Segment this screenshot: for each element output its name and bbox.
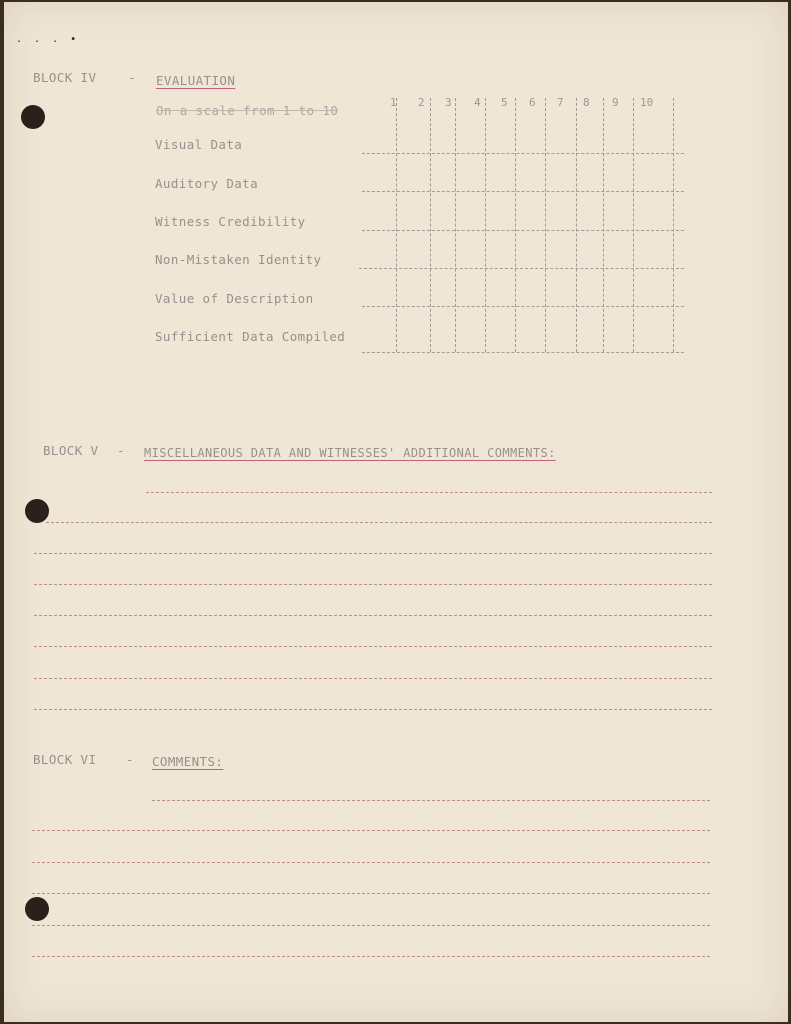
grid-column-divider [673, 98, 674, 352]
comment-line[interactable] [46, 522, 712, 523]
comment-line[interactable] [32, 862, 710, 863]
rating-cell[interactable] [547, 308, 574, 350]
scale-number: 9 [612, 96, 619, 109]
rating-cell[interactable] [605, 232, 631, 266]
scale-number: 4 [474, 96, 481, 109]
grid-row-line [362, 352, 684, 353]
comment-line[interactable] [34, 615, 712, 616]
rating-cell[interactable] [517, 120, 543, 151]
rating-cell[interactable] [487, 155, 513, 189]
rating-cell[interactable] [578, 270, 601, 304]
grid-row-line [362, 153, 684, 154]
grid-column-divider [633, 98, 634, 352]
block-v-label: BLOCK V [43, 443, 99, 458]
rating-cell[interactable] [398, 308, 428, 350]
block-iv-title: EVALUATION [156, 73, 236, 88]
rating-cell[interactable] [457, 232, 483, 266]
rating-cell[interactable] [487, 193, 513, 228]
rating-cell[interactable] [578, 308, 601, 350]
scale-number: 8 [583, 96, 590, 109]
criterion-label: Sufficient Data Compiled [155, 329, 346, 344]
grid-column-divider [455, 98, 456, 352]
rating-cell[interactable] [398, 155, 428, 189]
rating-cell[interactable] [547, 193, 574, 228]
scale-number: 7 [557, 96, 564, 109]
punch-hole-top [21, 105, 45, 129]
punch-hole-middle [25, 499, 49, 523]
rating-cell[interactable] [487, 232, 513, 266]
rating-cell[interactable] [605, 308, 631, 350]
rating-cell[interactable] [457, 120, 483, 151]
rating-cell[interactable] [517, 193, 543, 228]
rating-cell[interactable] [605, 270, 631, 304]
rating-cell[interactable] [547, 155, 574, 189]
scale-number: 10 [640, 96, 654, 109]
comment-line[interactable] [32, 893, 710, 894]
rating-cell[interactable] [547, 270, 574, 304]
scale-number: 6 [529, 96, 536, 109]
grid-row-line [362, 191, 684, 192]
rating-cell[interactable] [635, 270, 671, 304]
rating-cell[interactable] [578, 232, 601, 266]
rating-cell[interactable] [517, 155, 543, 189]
rating-cell[interactable] [432, 232, 453, 266]
scale-number: 3 [445, 96, 452, 109]
comment-line[interactable] [34, 553, 712, 554]
block-iv-label: BLOCK IV [33, 70, 97, 85]
rating-cell[interactable] [605, 120, 631, 151]
grid-column-divider [396, 98, 397, 352]
rating-cell[interactable] [547, 120, 574, 151]
rating-cell[interactable] [398, 120, 428, 151]
punch-hole-bottom [25, 897, 49, 921]
grid-row-line [359, 268, 684, 269]
rating-cell[interactable] [457, 193, 483, 228]
comment-line[interactable] [152, 800, 710, 801]
comment-line[interactable] [32, 830, 710, 831]
block-vi-dash: - [126, 752, 134, 767]
block-v-title: MISCELLANEOUS DATA AND WITNESSES' ADDITIONAL COMMENTS: [144, 446, 556, 460]
rating-cell[interactable] [457, 155, 483, 189]
grid-row-line [362, 230, 684, 231]
criterion-label: Witness Credibility [155, 214, 306, 229]
rating-cell[interactable] [605, 193, 631, 228]
rating-cell[interactable] [547, 232, 574, 266]
scale-number: 5 [501, 96, 508, 109]
block-iv-dash: - [128, 70, 136, 85]
grid-column-divider [576, 98, 577, 352]
grid-column-divider [430, 98, 431, 352]
form-page [4, 2, 788, 1022]
grid-column-divider [515, 98, 516, 352]
rating-cell[interactable] [635, 232, 671, 266]
comment-line[interactable] [34, 678, 712, 679]
rating-cell[interactable] [517, 270, 543, 304]
rating-cell[interactable] [635, 155, 671, 189]
comment-line[interactable] [34, 709, 712, 710]
rating-cell[interactable] [578, 193, 601, 228]
rating-cell[interactable] [432, 155, 453, 189]
comment-line[interactable] [34, 584, 712, 585]
scale-caption: On a scale from 1 to 10 [156, 103, 339, 118]
rating-cell[interactable] [432, 120, 453, 151]
block-vi-title: COMMENTS: [152, 754, 224, 769]
rating-cell[interactable] [517, 308, 543, 350]
comment-line[interactable] [32, 956, 710, 957]
rating-cell[interactable] [398, 193, 428, 228]
grid-column-divider [545, 98, 546, 352]
grid-column-divider [603, 98, 604, 352]
grid-row-line [362, 306, 684, 307]
rating-cell[interactable] [635, 120, 671, 151]
rating-cell[interactable] [398, 232, 428, 266]
comment-line[interactable] [32, 925, 710, 926]
rating-cell[interactable] [398, 270, 428, 304]
comment-line[interactable] [146, 492, 712, 493]
rating-cell[interactable] [457, 270, 483, 304]
rating-cell[interactable] [635, 308, 671, 350]
rating-cell[interactable] [605, 155, 631, 189]
rating-cell[interactable] [517, 232, 543, 266]
comment-line[interactable] [34, 646, 712, 647]
rating-cell[interactable] [432, 270, 453, 304]
scale-number: 1 [390, 96, 397, 109]
rating-cell[interactable] [487, 270, 513, 304]
rating-cell[interactable] [487, 308, 513, 350]
rating-cell[interactable] [578, 155, 601, 189]
ink-specks: . . . • [16, 34, 80, 45]
scale-number: 2 [418, 96, 425, 109]
rating-cell[interactable] [457, 308, 483, 350]
grid-column-divider [485, 98, 486, 352]
rating-cell[interactable] [432, 308, 453, 350]
criterion-label: Non-Mistaken Identity [155, 252, 322, 267]
block-vi-label: BLOCK VI [33, 752, 97, 767]
criterion-label: Auditory Data [155, 176, 259, 191]
criterion-label: Value of Description [155, 291, 314, 306]
rating-cell[interactable] [432, 193, 453, 228]
criterion-label: Visual Data [155, 137, 243, 152]
rating-cell[interactable] [578, 120, 601, 151]
block-v-dash: - [117, 443, 125, 458]
rating-cell[interactable] [635, 193, 671, 228]
rating-cell[interactable] [487, 120, 513, 151]
